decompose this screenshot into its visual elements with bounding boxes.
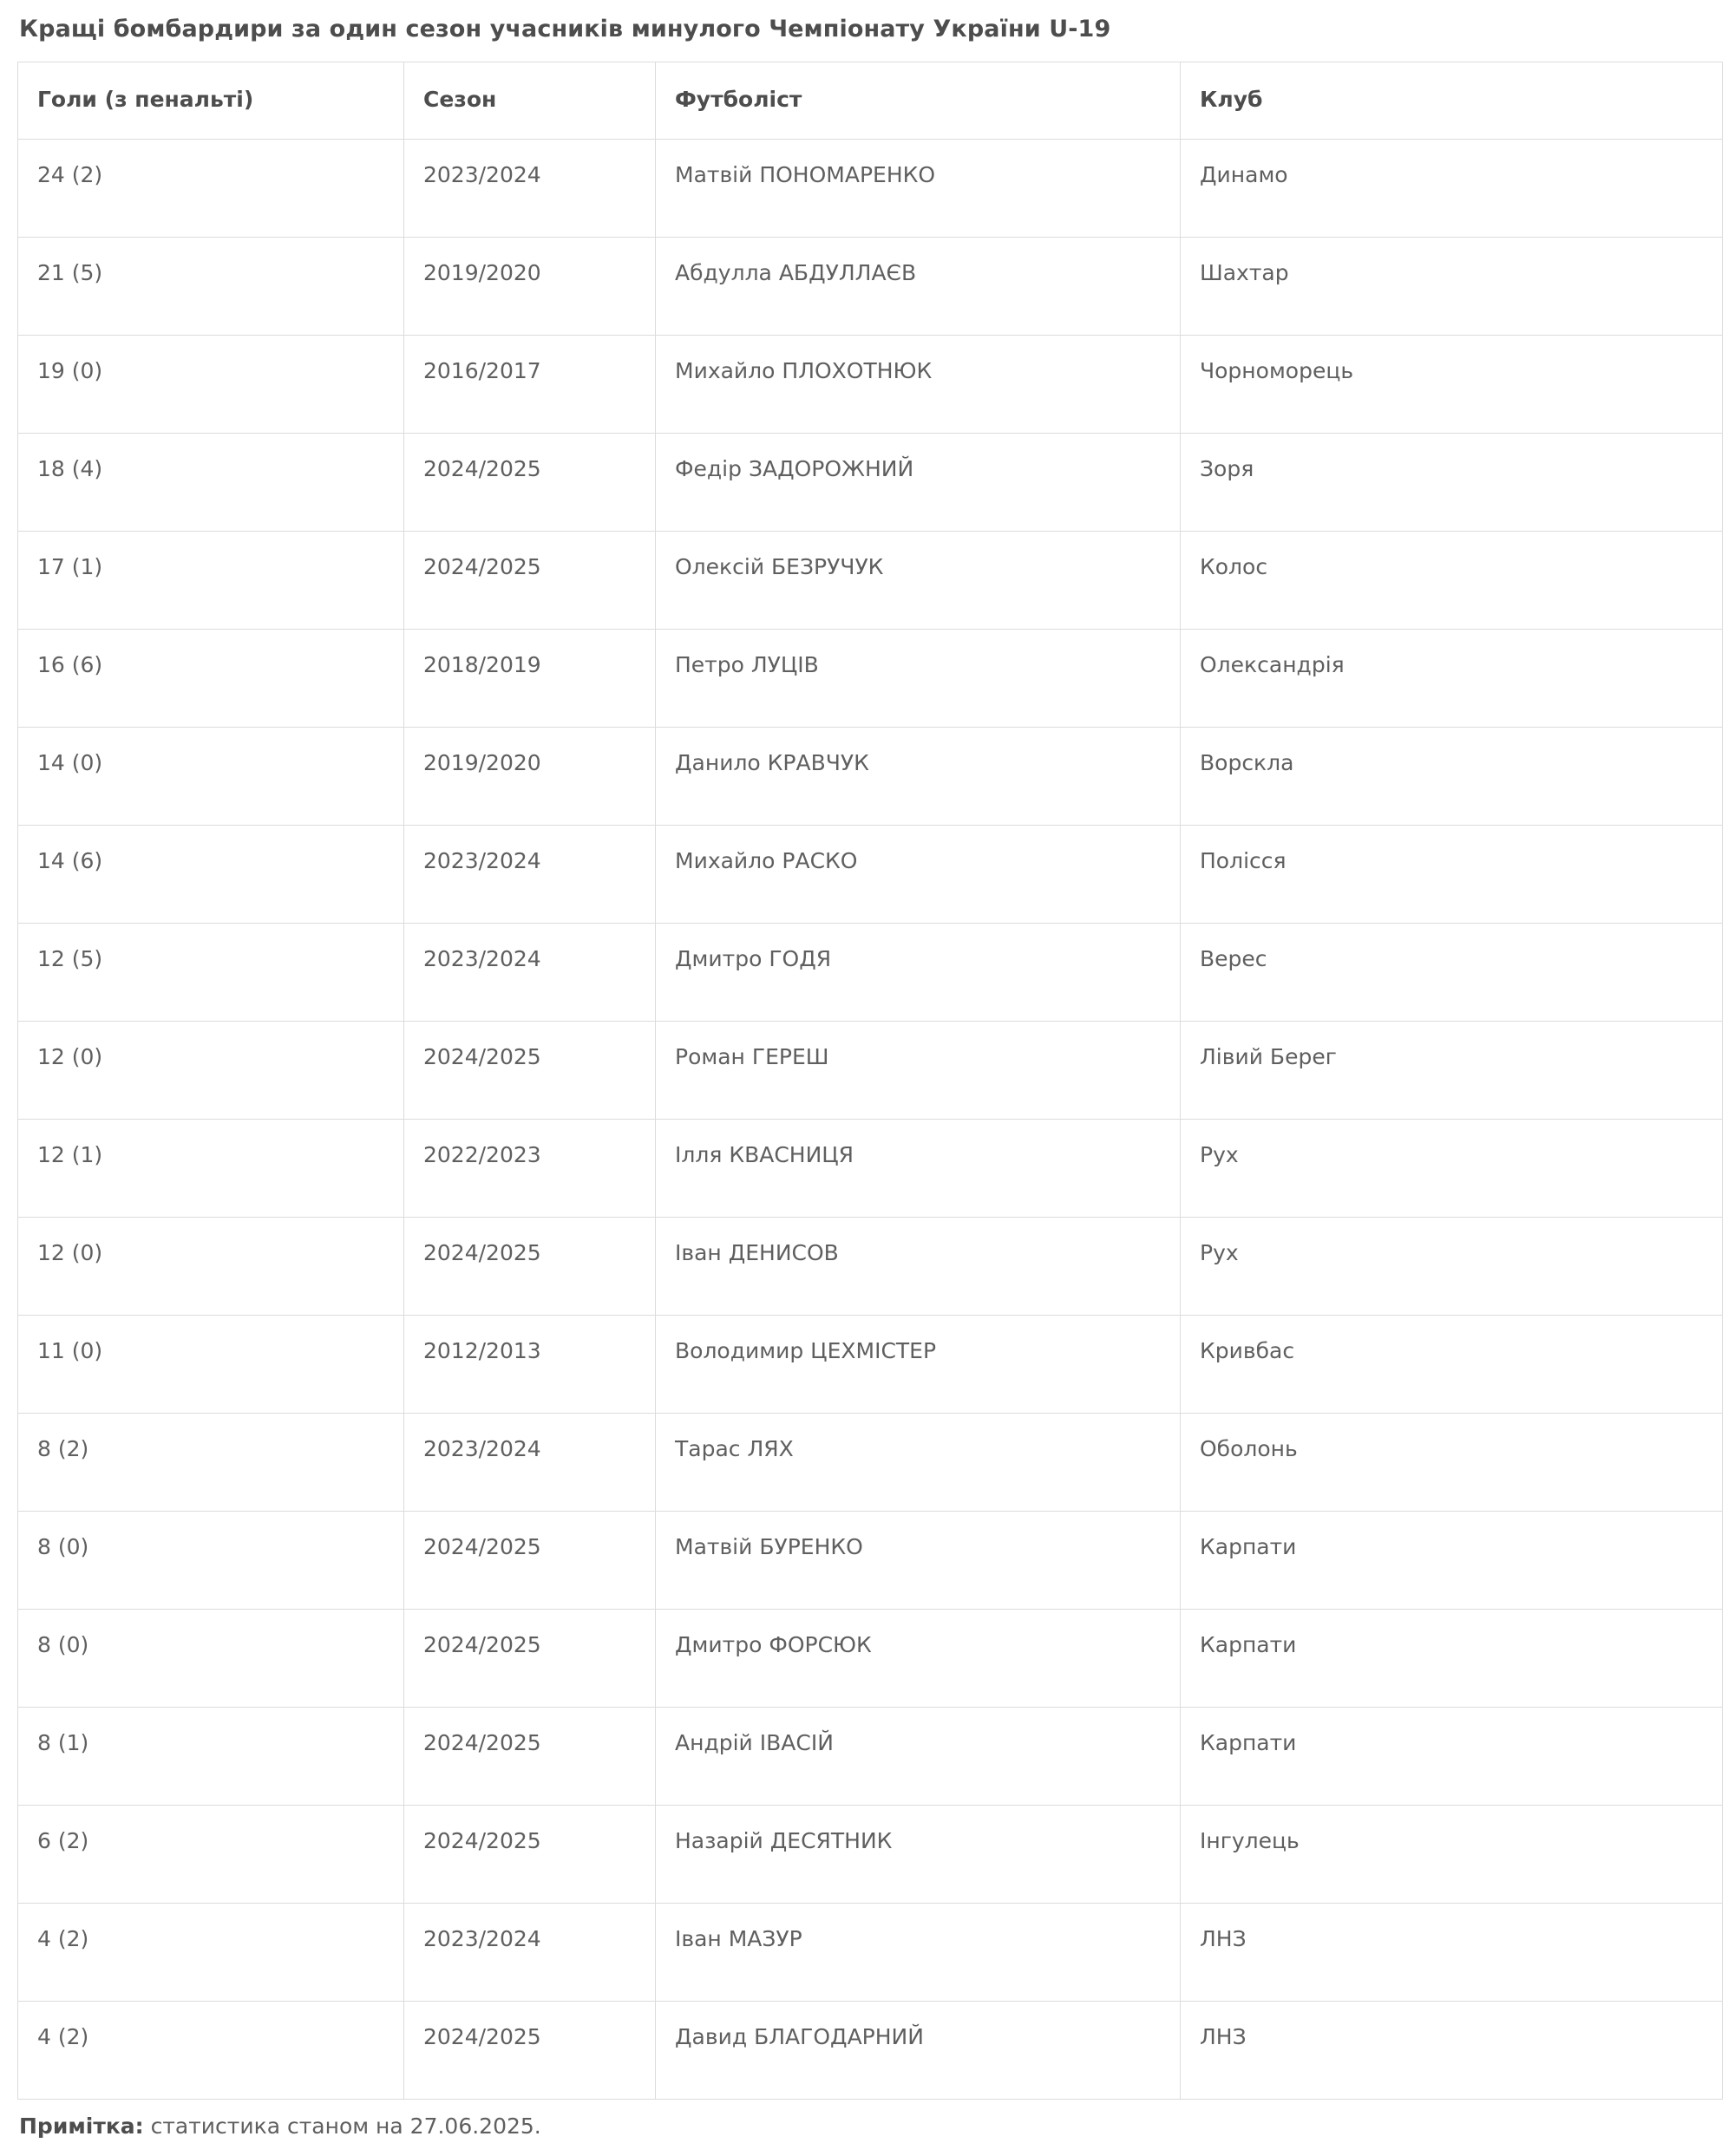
cell-player: Роман ГЕРЕШ (656, 1022, 1181, 1120)
cell-player: Петро ЛУЦІВ (656, 630, 1181, 728)
cell-club: ЛНЗ (1181, 1904, 1723, 2002)
table-row (18, 1022, 1723, 1120)
table-row (18, 924, 1723, 1022)
cell-club: Інгулець (1181, 1806, 1723, 1904)
cell-goals: 12 (1) (18, 1120, 404, 1218)
cell-goals: 14 (6) (18, 826, 404, 924)
cell-club: Карпати (1181, 1708, 1723, 1806)
cell-season: 2024/2025 (404, 1022, 656, 1120)
cell-club: Динамо (1181, 140, 1723, 238)
cell-player: Федір ЗАДОРОЖНИЙ (656, 434, 1181, 532)
table-row (18, 630, 1723, 728)
cell-season: 2024/2025 (404, 1708, 656, 1806)
top-scorers-table (17, 62, 1723, 2100)
cell-season: 2024/2025 (404, 1218, 656, 1316)
cell-player: Андрій ІВАСІЙ (656, 1708, 1181, 1806)
table-row (18, 1414, 1723, 1512)
cell-club: Колос (1181, 532, 1723, 630)
cell-club: Рух (1181, 1120, 1723, 1218)
footnote-label: Примітка: (19, 2114, 144, 2139)
column-header-club: Клуб (1181, 62, 1723, 140)
cell-season: 2024/2025 (404, 434, 656, 532)
cell-goals: 24 (2) (18, 140, 404, 238)
footnote-text: статистика станом на 27.06.2025. (143, 2114, 541, 2139)
cell-goals: 11 (0) (18, 1316, 404, 1414)
table-body (18, 140, 1723, 2100)
cell-goals: 8 (2) (18, 1414, 404, 1512)
cell-club: Шахтар (1181, 238, 1723, 336)
cell-season: 2023/2024 (404, 826, 656, 924)
cell-player: Дмитро ФОРСЮК (656, 1610, 1181, 1708)
cell-goals: 12 (5) (18, 924, 404, 1022)
cell-player: Михайло ПЛОХОТНЮК (656, 336, 1181, 434)
table-header-row (18, 62, 1723, 140)
cell-player: Іван МАЗУР (656, 1904, 1181, 2002)
cell-player: Михайло РАСКО (656, 826, 1181, 924)
cell-club: Лівий Берег (1181, 1022, 1723, 1120)
cell-goals: 12 (0) (18, 1218, 404, 1316)
table-row (18, 532, 1723, 630)
table-row (18, 238, 1723, 336)
cell-goals: 8 (0) (18, 1512, 404, 1610)
cell-player: Дмитро ГОДЯ (656, 924, 1181, 1022)
column-header-player: Футболіст (656, 62, 1181, 140)
cell-goals: 16 (6) (18, 630, 404, 728)
cell-season: 2023/2024 (404, 924, 656, 1022)
cell-goals: 4 (2) (18, 1904, 404, 2002)
table-row (18, 1512, 1723, 1610)
table-row (18, 1120, 1723, 1218)
cell-season: 2024/2025 (404, 1512, 656, 1610)
cell-goals: 14 (0) (18, 728, 404, 826)
table-row (18, 728, 1723, 826)
table-row (18, 1708, 1723, 1806)
cell-season: 2016/2017 (404, 336, 656, 434)
column-header-goals: Голи (з пенальті) (18, 62, 404, 140)
cell-player: Володимир ЦЕХМІСТЕР (656, 1316, 1181, 1414)
cell-club: ЛНЗ (1181, 2002, 1723, 2100)
cell-goals: 4 (2) (18, 2002, 404, 2100)
cell-player: Данило КРАВЧУК (656, 728, 1181, 826)
cell-season: 2024/2025 (404, 532, 656, 630)
cell-player: Ілля КВАСНИЦЯ (656, 1120, 1181, 1218)
cell-season: 2024/2025 (404, 2002, 656, 2100)
cell-player: Матвій БУРЕНКО (656, 1512, 1181, 1610)
cell-club: Ворскла (1181, 728, 1723, 826)
cell-club: Карпати (1181, 1610, 1723, 1708)
table-row (18, 1610, 1723, 1708)
column-header-season: Сезон (404, 62, 656, 140)
page-title: Кращі бомбардири за один сезон учасників минулого Чемпіонату України U-19 (19, 16, 1111, 42)
table-header (18, 62, 1723, 140)
table-row (18, 1806, 1723, 1904)
cell-goals: 8 (1) (18, 1708, 404, 1806)
cell-season: 2018/2019 (404, 630, 656, 728)
table-row (18, 140, 1723, 238)
table-row (18, 1316, 1723, 1414)
cell-club: Чорноморець (1181, 336, 1723, 434)
cell-goals: 12 (0) (18, 1022, 404, 1120)
cell-goals: 18 (4) (18, 434, 404, 532)
cell-season: 2024/2025 (404, 1806, 656, 1904)
table-row (18, 434, 1723, 532)
cell-player: Тарас ЛЯХ (656, 1414, 1181, 1512)
cell-club: Верес (1181, 924, 1723, 1022)
cell-player: Матвій ПОНОМАРЕНКО (656, 140, 1181, 238)
cell-goals: 8 (0) (18, 1610, 404, 1708)
cell-club: Полісся (1181, 826, 1723, 924)
cell-goals: 19 (0) (18, 336, 404, 434)
cell-player: Абдулла АБДУЛЛАЄВ (656, 238, 1181, 336)
cell-goals: 6 (2) (18, 1806, 404, 1904)
table-row (18, 336, 1723, 434)
cell-season: 2012/2013 (404, 1316, 656, 1414)
table-row (18, 1218, 1723, 1316)
cell-season: 2024/2025 (404, 1610, 656, 1708)
cell-season: 2023/2024 (404, 140, 656, 238)
cell-player: Іван ДЕНИСОВ (656, 1218, 1181, 1316)
cell-season: 2023/2024 (404, 1904, 656, 2002)
table-row (18, 826, 1723, 924)
cell-goals: 17 (1) (18, 532, 404, 630)
table-row (18, 2002, 1723, 2100)
cell-player: Олексій БЕЗРУЧУК (656, 532, 1181, 630)
cell-club: Рух (1181, 1218, 1723, 1316)
cell-player: Давид БЛАГОДАРНИЙ (656, 2002, 1181, 2100)
cell-season: 2023/2024 (404, 1414, 656, 1512)
cell-player: Назарій ДЕСЯТНИК (656, 1806, 1181, 1904)
cell-goals: 21 (5) (18, 238, 404, 336)
cell-club: Карпати (1181, 1512, 1723, 1610)
cell-season: 2022/2023 (404, 1120, 656, 1218)
cell-season: 2019/2020 (404, 238, 656, 336)
cell-club: Кривбас (1181, 1316, 1723, 1414)
cell-club: Оболонь (1181, 1414, 1723, 1512)
cell-club: Зоря (1181, 434, 1723, 532)
cell-club: Олександрія (1181, 630, 1723, 728)
footnote (19, 2114, 1735, 2139)
table-row (18, 1904, 1723, 2002)
cell-season: 2019/2020 (404, 728, 656, 826)
